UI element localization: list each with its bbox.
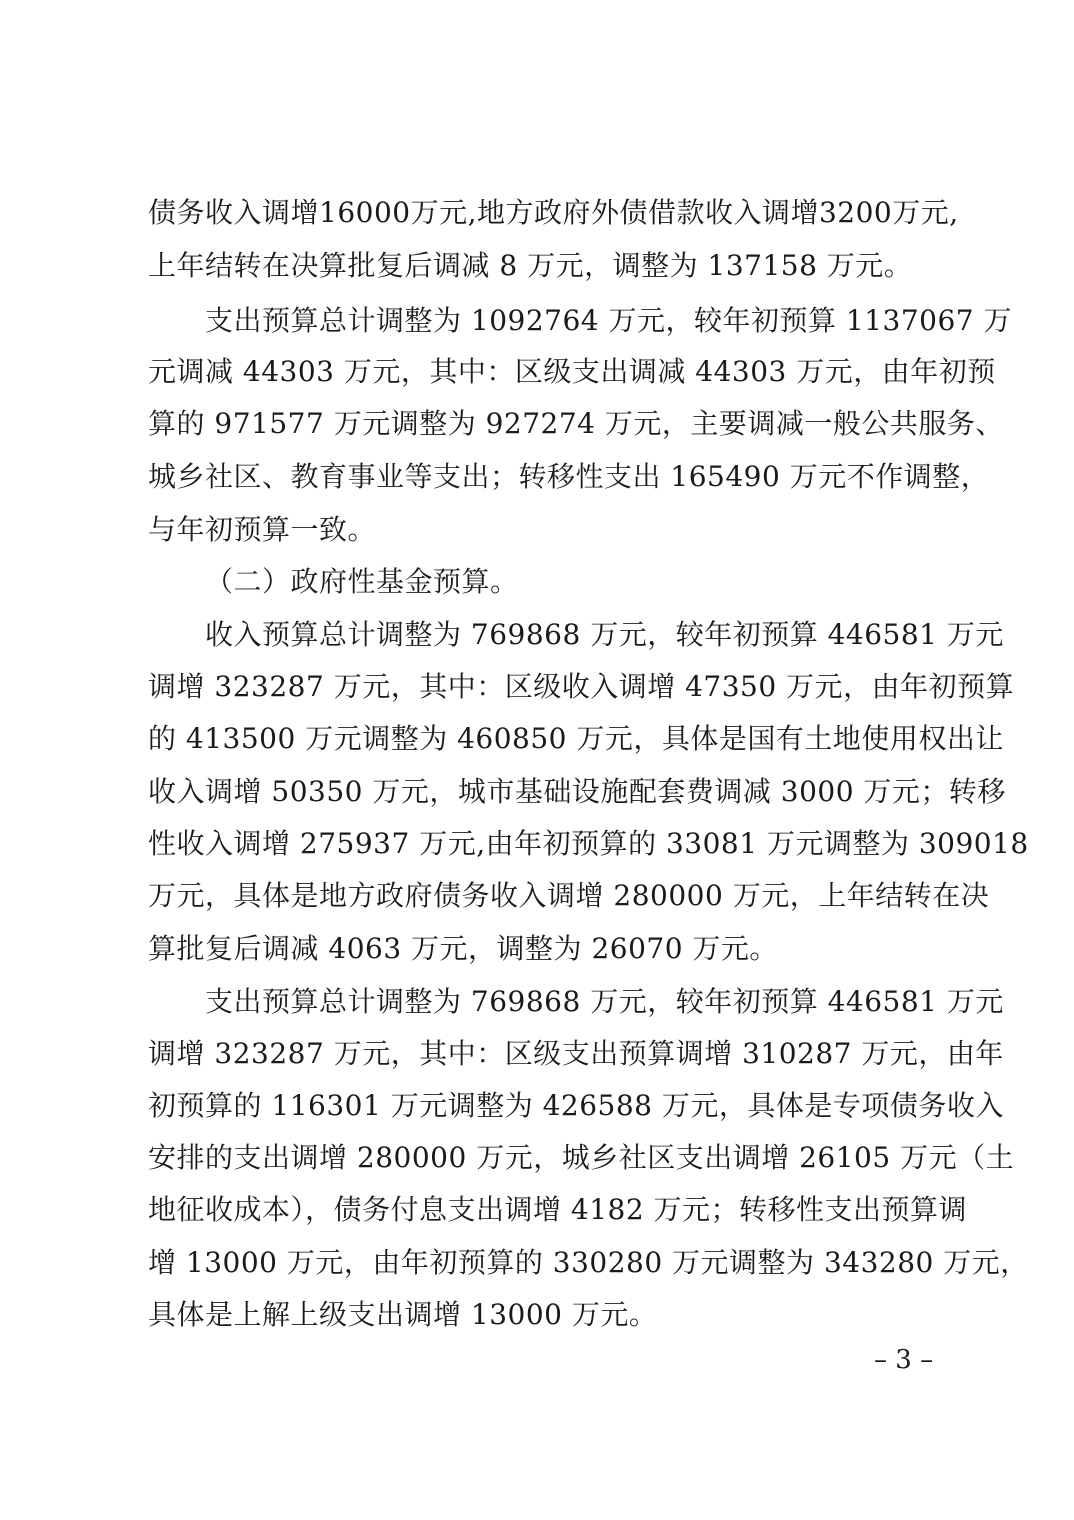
- section-heading: （二）政府性基金预算。: [205, 565, 519, 598]
- text-line: 调增 323287 万元，其中：区级支出预算调增 310287 万元，由年: [148, 1037, 1004, 1070]
- text-line: 性收入调增 275937 万元,由年初预算的 33081 万元调整为 309018: [148, 827, 1029, 860]
- text-line: 调增 323287 万元，其中：区级收入调增 47350 万元，由年初预算: [148, 670, 1015, 703]
- text-line: 具体是上解上级支出调增 13000 万元。: [148, 1298, 658, 1331]
- page-number: – 3 –: [874, 1345, 934, 1375]
- text-line: 与年初预算一致。: [148, 513, 377, 546]
- text-line: 的 413500 万元调整为 460850 万元，具体是国有土地使用权出让: [148, 722, 1004, 755]
- text-line: 债务收入调增16000万元,地方政府外债借款收入调增3200万元,: [148, 196, 959, 229]
- text-line: 元调减 44303 万元，其中：区级支出调减 44303 万元，由年初预: [148, 355, 996, 388]
- paragraph-start-line: 收入预算总计调整为 769868 万元，较年初预算 446581 万元: [205, 618, 1004, 651]
- text-line: 初预算的 116301 万元调整为 426588 万元，具体是专项债务收入: [148, 1089, 1004, 1122]
- text-line: 收入调增 50350 万元，城市基础设施配套费调减 3000 万元；转移: [148, 775, 1006, 808]
- text-line: 增 13000 万元，由年初预算的 330280 万元调整为 343280 万元，: [148, 1246, 1029, 1279]
- text-line: 万元，具体是地方政府债务收入调增 280000 万元，上年结转在决: [148, 879, 990, 912]
- text-line: 安排的支出调增 280000 万元，城乡社区支出调增 26105 万元（土: [148, 1141, 1015, 1174]
- text-line: 地征收成本），债务付息支出调增 4182 万元；转移性支出预算调: [148, 1193, 968, 1226]
- paragraph-start-line: 支出预算总计调整为 1092764 万元，较年初预算 1137067 万: [205, 304, 1013, 337]
- text-line: 算批复后调减 4063 万元，调整为 26070 万元。: [148, 932, 778, 965]
- text-line: 城乡社区、教育事业等支出；转移性支出 165490 万元不作调整，: [148, 460, 990, 493]
- text-line: 上年结转在决算批复后调减 8 万元，调整为 137158 万元。: [148, 249, 913, 282]
- paragraph-start-line: 支出预算总计调整为 769868 万元，较年初预算 446581 万元: [205, 985, 1004, 1018]
- text-line: 算的 971577 万元调整为 927274 万元，主要调减一般公共服务、: [148, 407, 1004, 440]
